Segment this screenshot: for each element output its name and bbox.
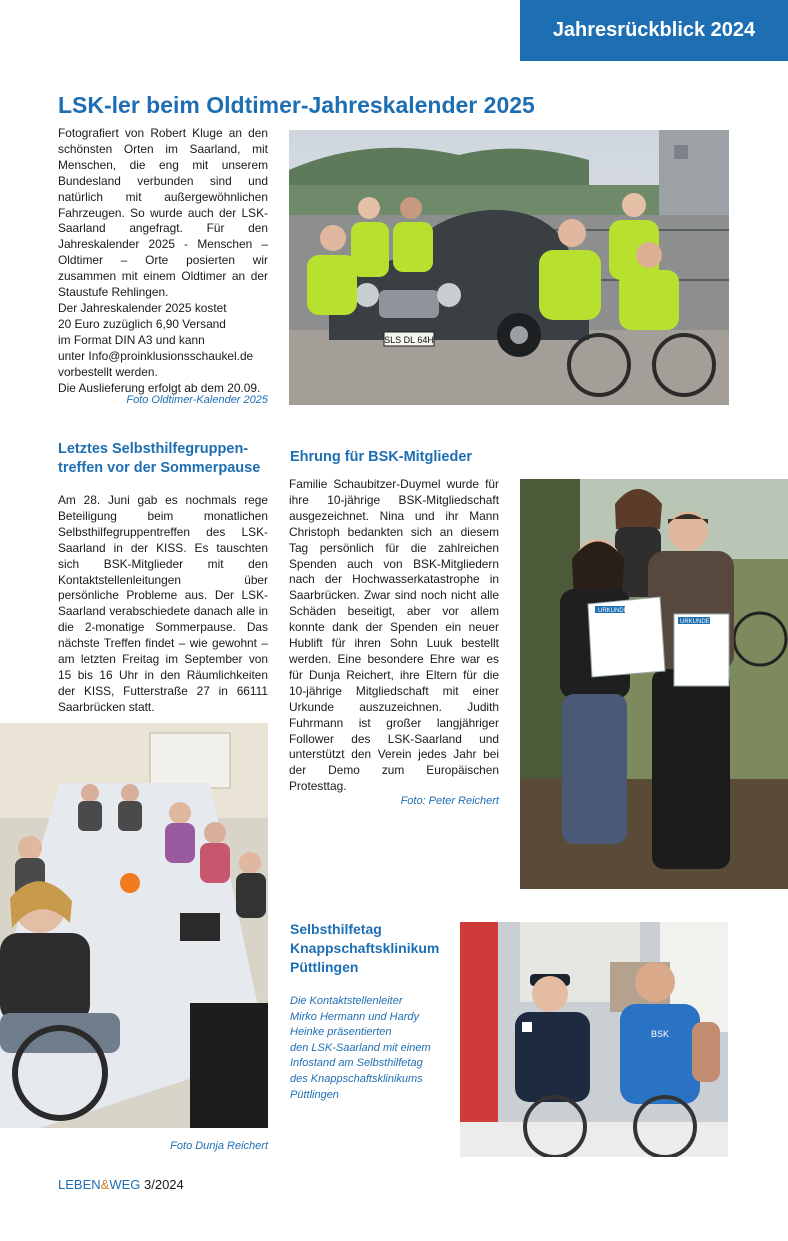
article-selbsthilfetag-caption xyxy=(290,994,455,1103)
man-right xyxy=(648,511,734,869)
caption-line: Infostand am Selbsthilfetag xyxy=(290,1057,423,1070)
article-meeting-text: Am 28. Juni gab es nochmals rege Beteiligung beim monatlichen Selbsthilfegruppentreffen des LSK-Saarland in der KISS. Es tauschten sich BSK-Mitglieder mit den Kontaktstellenleitungen über persönliche Probleme aus. Der LSK-Saarland verabschiedete danach alle in die 2-monatige Sommerpause. Das nächste Treffen findet – wie gewohnt – am letzten Freitag im September von 15 bis 16 Uhr in den Räumlichkeiten der KISS, Futterstraße 27 in 66111 Saarbrücken statt. xyxy=(58,493,268,714)
page-footer xyxy=(58,1177,184,1192)
article-title-line: Selbsthilfetag xyxy=(290,921,382,937)
article-title-selbsthilfetag xyxy=(290,920,455,977)
section-header-label: Jahresrückblick 2024 xyxy=(552,19,756,41)
caption-line: Die Kontaktstellenleiter xyxy=(290,995,403,1007)
article-title-line: Püttlingen xyxy=(290,959,359,975)
photo-credit-honor: Foto: Peter Reichert xyxy=(400,795,499,807)
caption-line: Heinke präsentierten xyxy=(290,1026,392,1039)
caption-line: des Knappschaftsklinikums xyxy=(290,1072,423,1085)
issue-number: 3/2024 xyxy=(144,1177,184,1192)
meeting-room-photo xyxy=(0,723,268,1128)
article-honor-text: Familie Schaubitzer-Duymel wurde für ihre 10-jährige BSK-Mitgliedschaft ausgezeichnet. Nina und ihr Mann Christoph bedankten sich an diesem Tag persönlich für die zahlreichen Spenden auch von BSK-Mitgliedern nach der Hochwasserkatastrophe in Saarbrücken. Zwar sind noch nicht alle Schäden beseitigt, aber vor allem konnte dank der Spenden ein neuer Hublift für ihren Sohn Luuk bestellt werden. Eine besondere Ehre war es für Dunja Reichert, ihre Eltern für die 10-jährige Mitgliedschaft mit einer Urkunde auszuzeichnen. Judith Fuhrmann ist großer langjähriger Follower des LSK-Saarland und unterstützt den Verein jedes Jahr bei der Demo zum Europäischen Protesttag. xyxy=(289,477,499,794)
article-title-oldtimer: LSK-ler beim Oldtimer-Jahreskalender 2025 xyxy=(58,92,535,118)
article-oldtimer-text xyxy=(58,126,268,396)
svg-text:URKUNDE: URKUNDE xyxy=(680,619,710,625)
magazine-brand: LEBEN&WEG xyxy=(58,1177,141,1192)
article-title-line: Letztes Selbsthilfegruppen- xyxy=(58,441,249,457)
article-title-line: treffen vor der Sommerpause xyxy=(58,460,261,476)
certificate-left xyxy=(588,597,665,677)
article-title-meeting xyxy=(58,440,273,478)
order-line: 20 Euro zuzüglich 6,90 Versand xyxy=(58,316,226,331)
section-header xyxy=(520,0,788,61)
article-title-line: Knappschaftsklinikum xyxy=(290,940,440,956)
order-line: vorbestellt werden. xyxy=(58,364,158,379)
order-line: Der Jahreskalender 2025 kostet xyxy=(58,300,227,315)
certificate-photo xyxy=(520,479,788,889)
license-plate: SLS DL 64H xyxy=(384,335,434,345)
certificate-right xyxy=(674,614,729,686)
photo-credit-meeting: Foto Dunja Reichert xyxy=(170,1140,268,1152)
caption-line: Mirko Hermann und Hardy xyxy=(290,1010,419,1023)
order-line: Die Auslieferung erfolgt ab dem 20.09. xyxy=(58,380,261,395)
article-title-honor: Ehrung für BSK-Mitglieder xyxy=(290,449,473,465)
info-stand-photo xyxy=(460,922,728,1157)
photo-credit-oldtimer: Foto Oldtimer-Kalender 2025 xyxy=(126,394,268,406)
calendar-order-info xyxy=(58,301,268,396)
order-line: im Format DIN A3 und kann xyxy=(58,332,205,347)
svg-text:URKUNDE: URKUNDE xyxy=(598,608,628,614)
caption-line: den LSK-Saarland mit einem xyxy=(290,1041,431,1054)
oldtimer-group-photo xyxy=(289,130,729,405)
order-email: unter Info@proinklusionsschaukel.de xyxy=(58,348,254,363)
article-oldtimer-intro: Fotografiert von Robert Kluge an den schönsten Orten im Saarland, mit Menschen, die eng mit unserem Bundesland verbunden sind und natürlich mit außergewöhnlichen Fahrzeugen. So wurde auch der LSK-Saarland angefragt. Für den Jahreskalender 2025 - Menschen – Oldtimer – Orte posierten wir zusammen mit einem Oldtimer an der Staustufe Rehlingen. xyxy=(58,126,268,300)
caption-line: Püttlingen xyxy=(290,1088,339,1101)
svg-text:BSK: BSK xyxy=(650,1029,670,1039)
